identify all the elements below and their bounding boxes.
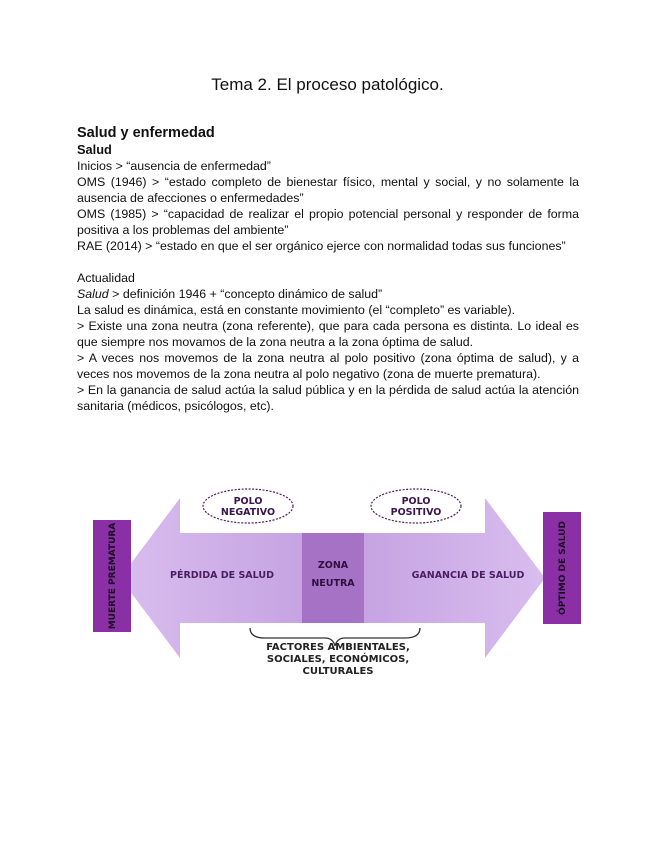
perdida-salud-label: PÉRDIDA DE SALUD	[170, 570, 274, 581]
definition-oms-1985: OMS (1985) > “capacidad de realizar el propio potencial personal y responder de forma positiva a los problemas del ambiente”	[77, 207, 579, 237]
subsection-title: Salud	[77, 142, 112, 157]
definition-inicios: Inicios > “ausencia de enfermedad”	[77, 159, 271, 173]
definition-oms-1946: OMS (1946) > “estado completo de bienestar físico, mental y social, y no solamente la ausencia de afecciones o enfermedades”	[77, 175, 579, 205]
section-title: Salud y enfermedad	[77, 125, 215, 141]
factores-line2: SOCIALES, ECONÓMICOS,	[266, 654, 410, 665]
factores-line1: FACTORES AMBIENTALES,	[266, 642, 410, 653]
paragraph-dinamica: La salud es dinámica, está en constante movimiento (el “completo” es variable).	[77, 303, 516, 317]
salud-definition-rest: > definición 1946 + “concepto dinámico de salud”	[108, 287, 383, 301]
salud-word: Salud	[77, 287, 109, 301]
zona-neutra-line1: ZONA	[317, 560, 349, 571]
page-title: Tema 2. El proceso patológico.	[211, 75, 444, 94]
ganancia-salud-label: GANANCIA DE SALUD	[411, 570, 525, 581]
salud-definition-line	[77, 286, 579, 302]
factores-line3: CULTURALES	[302, 666, 374, 677]
polo-positivo-line1: POLO	[401, 496, 431, 507]
polo-negativo-line1: POLO	[233, 496, 263, 507]
document-body	[77, 122, 579, 414]
zona-neutra-line2: NEUTRA	[311, 578, 355, 589]
definition-rae-2014: RAE (2014) > “estado en que el ser orgánico ejerce con normalidad todas sus funciones”	[77, 239, 566, 253]
actualidad-heading: Actualidad	[77, 271, 135, 285]
paragraph-zona-neutra: > Existe una zona neutra (zona referente), que para cada persona es distinta. Lo ideal es que siempre nos movamos de la zona neutra a la zona óptima de salud.	[77, 319, 579, 349]
muerte-prematura-label: MUERTE PREMATURA	[108, 522, 118, 630]
polo-negativo-line2: NEGATIVO	[220, 507, 276, 518]
polo-positivo-line2: POSITIVO	[390, 507, 442, 518]
paragraph-ganancia-perdida: > En la ganancia de salud actúa la salud pública y en la pérdida de salud actúa la atención sanitaria (médicos, psicólogos, etc).	[77, 383, 579, 413]
salud-diagram	[80, 488, 585, 683]
optimo-salud-label: ÓPTIMO DE SALUD	[558, 521, 568, 615]
paragraph-polos: > A veces nos movemos de la zona neutra al polo positivo (zona óptima de salud), y a veces nos movemos de la zona neutra al polo negativo (zona de muerte prematura).	[77, 351, 579, 381]
